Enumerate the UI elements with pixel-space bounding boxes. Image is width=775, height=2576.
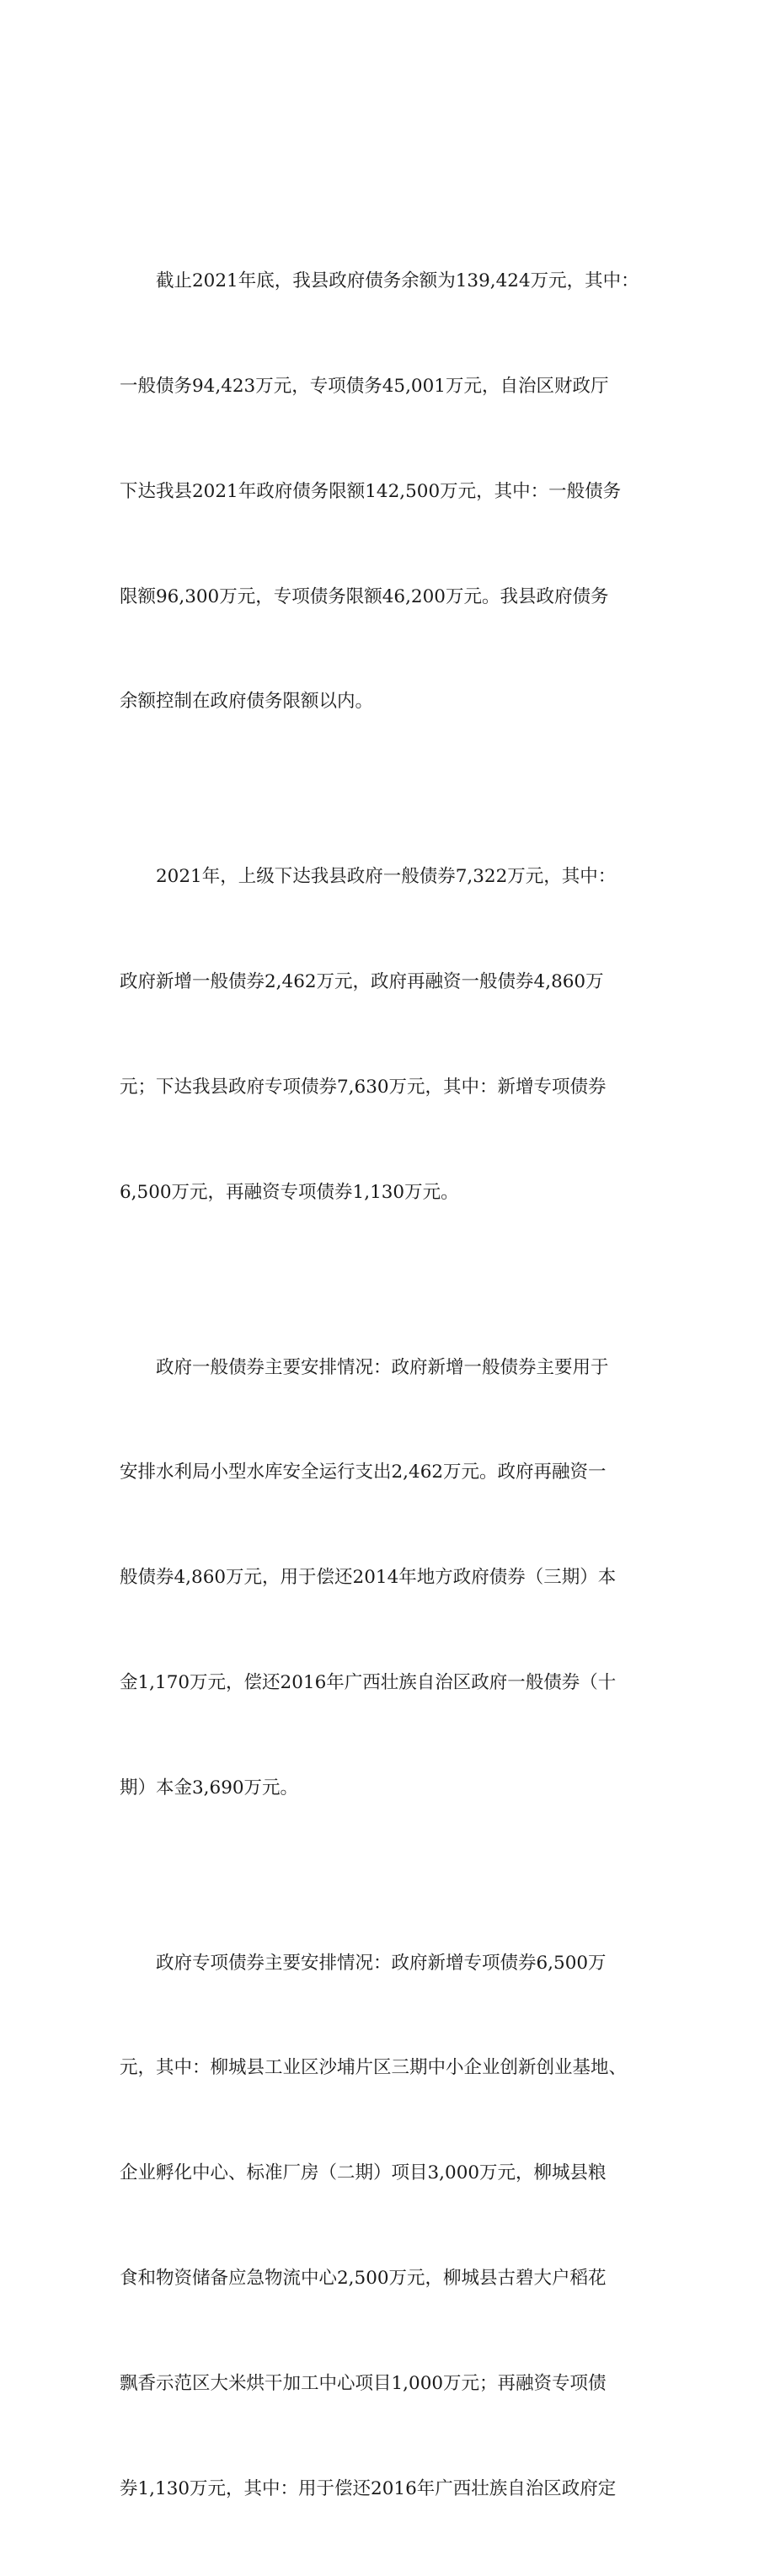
text-line: 截止2021年底，我县政府债务余额为139,424万元，其中： (120, 264, 659, 299)
text-line: 一般债务94,423万元，专项债务45,001万元，自治区财政厅 (120, 369, 659, 404)
paragraph-general-bond-usage (120, 1280, 659, 1875)
paragraph-debt-balance (120, 194, 659, 789)
document-page (0, 0, 775, 1096)
text-line: 般债券4,860万元，用于偿还2014年地方政府债券（三期）本 (120, 1560, 659, 1595)
text-line: 政府新增一般债券2,462万元，政府再融资一般债券4,860万 (120, 965, 659, 1000)
text-line: 政府一般债券主要安排情况：政府新增一般债券主要用于 (120, 1350, 659, 1386)
text-line: 余额控制在政府债务限额以内。 (120, 684, 659, 719)
text-line: 企业孵化中心、标准厂房（二期）项目3,000万元，柳城县粮 (120, 2156, 659, 2191)
text-line: 下达我县2021年政府债务限额142,500万元，其中：一般债务 (120, 474, 659, 510)
paragraph-special-bond-usage (120, 1876, 659, 2576)
text-line: 飘香示范区大米烘干加工中心项目1,000万元；再融资专项债 (120, 2366, 659, 2402)
text-line: 6,500万元，再融资专项债券1,130万元。 (120, 1175, 659, 1211)
paragraph-bond-issuance (120, 789, 659, 1280)
document-body (120, 194, 659, 2576)
text-line: 金1,170万元，偿还2016年广西壮族自治区政府一般债券（十 (120, 1665, 659, 1701)
text-line: 元，其中：柳城县工业区沙埔片区三期中小企业创新创业基地、 (120, 2050, 659, 2086)
text-line: 安排水利局小型水库安全运行支出2,462万元。政府再融资一 (120, 1455, 659, 1490)
text-line: 限额96,300万元，专项债务限额46,200万元。我县政府债务 (120, 580, 659, 615)
text-line: 政府专项债券主要安排情况：政府新增专项债券6,500万 (120, 1946, 659, 1981)
text-line: 券1,130万元，其中：用于偿还2016年广西壮族自治区政府定 (120, 2472, 659, 2507)
text-line: 食和物资储备应急物流中心2,500万元，柳城县古碧大户稻花 (120, 2261, 659, 2296)
text-line: 期）本金3,690万元。 (120, 1771, 659, 1806)
text-line: 2021年，上级下达我县政府一般债券7,322万元，其中： (120, 859, 659, 895)
text-line: 元；下达我县政府专项债券7,630万元，其中：新增专项债券 (120, 1070, 659, 1105)
